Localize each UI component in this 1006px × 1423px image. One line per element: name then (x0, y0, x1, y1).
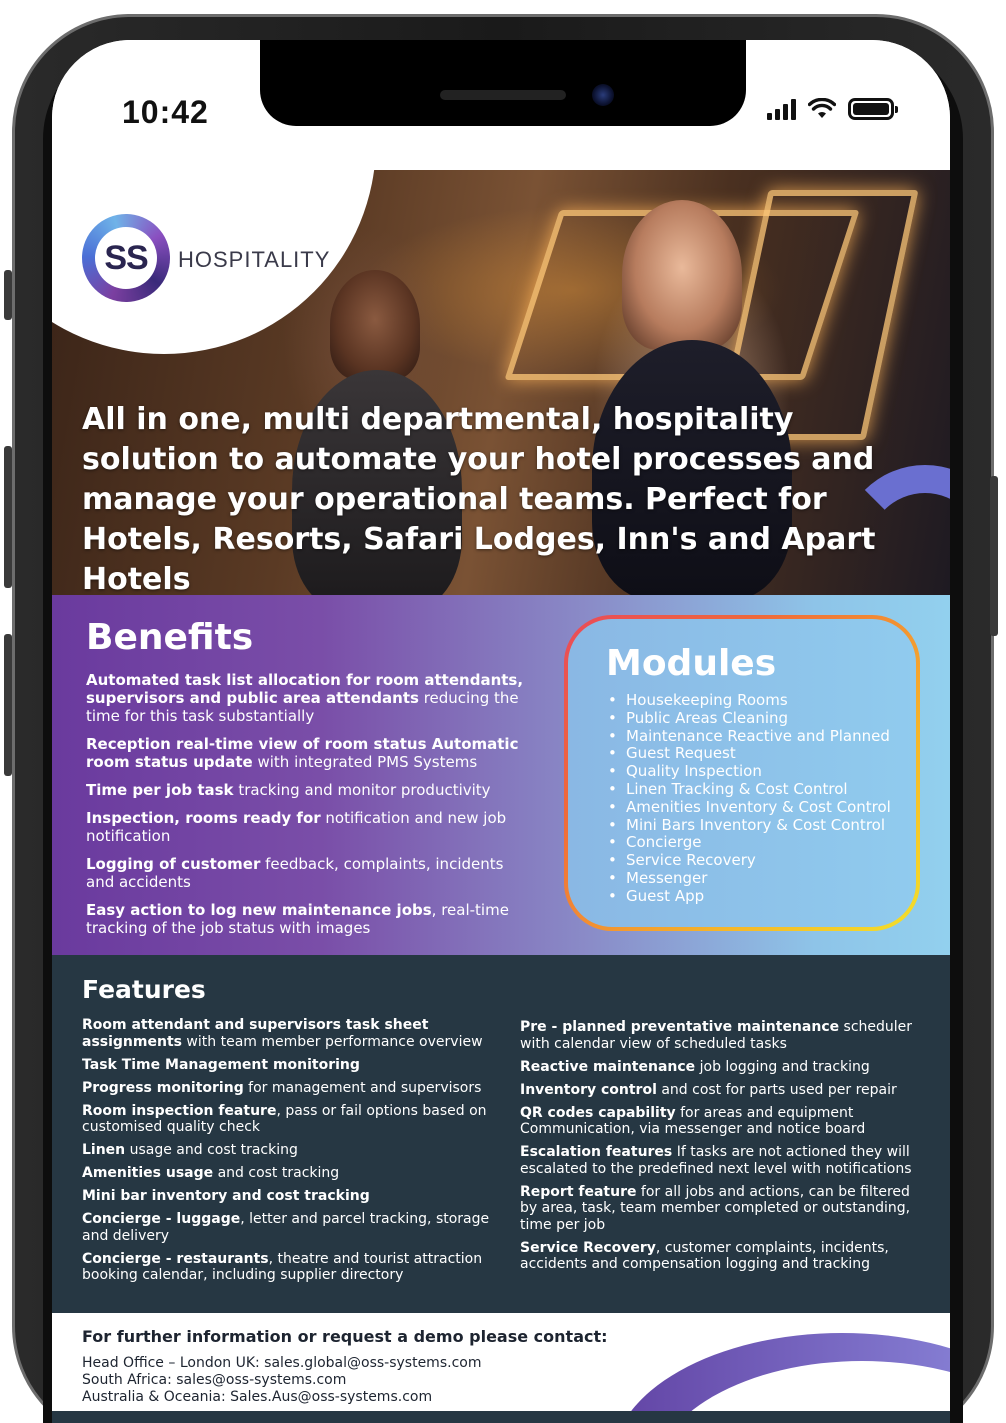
features-list-right (520, 1019, 930, 1279)
battery-icon (848, 98, 894, 120)
list-item: Mini bar inventory and cost tracking (82, 1188, 370, 1204)
list-item: Progress monitoring for management and supervisors (82, 1079, 482, 1096)
list-item: • Housekeeping Rooms (606, 692, 896, 710)
list-item: Concierge - restaurants, theatre and tourist attraction booking calendar, including supplier directory (82, 1250, 483, 1283)
brand-logo-icon (82, 214, 170, 302)
list-item: Service Recovery, customer complaints, incidents, accidents and compensation logging and tracking (520, 1239, 889, 1272)
features-title: Features (82, 975, 206, 1004)
features-section (52, 955, 950, 1313)
list-item: Logging of customer feedback, complaints, incidents and accidents (86, 855, 504, 891)
list-item: • Linen Tracking & Cost Control (606, 781, 896, 799)
list-item: Concierge - luggage, letter and parcel tracking, storage and delivery (82, 1211, 490, 1244)
list-item: • Concierge (606, 834, 896, 852)
list-item: Task Time Management monitoring (82, 1056, 360, 1073)
list-item: • Amenities Inventory & Cost Control (606, 799, 896, 817)
hero-title: All in one, multi departmental, hospitality solution to automate your hotel processes and manage your operational teams. Perfect for Hotels, Resorts, Safari Lodges, Inn's and Apart Hotels (82, 402, 876, 595)
modules-panel (568, 619, 916, 927)
power-button (990, 476, 998, 636)
list-item: Linen usage and cost tracking (82, 1142, 298, 1158)
list-item: Escalation features If tasks are not actioned they will escalated to the predefined next level with notifications (520, 1144, 912, 1177)
benefits-list (86, 671, 526, 947)
list-item: Reception real-time view of room status Automatic room status update with integrated PMS Systems (86, 735, 519, 771)
features-list-left (82, 1017, 492, 1290)
contact-email-link[interactable]: sales.global@oss-systems.com (259, 1355, 482, 1371)
contact-line: South Africa: sales@oss-systems.com (82, 1372, 347, 1388)
mute-switch (4, 270, 12, 320)
contact-title: For further information or request a demo please contact: (82, 1327, 608, 1346)
list-item: Reactive maintenance job logging and tracking (520, 1058, 870, 1075)
list-item: Automated task list allocation for room attendants, supervisors and public area attendants reducing the time for this task substantially (86, 671, 524, 725)
phone-screen (52, 40, 950, 1423)
list-item: Inventory control and cost for parts used per repair (520, 1081, 897, 1098)
hero-banner (52, 170, 950, 595)
benefits-title: Benefits (86, 617, 254, 658)
brand-name: HOSPITALITY (178, 247, 331, 272)
list-item: • Service Recovery (606, 852, 896, 870)
contact-line: Australia & Oceania: Sales.Aus@oss-systems.com (82, 1389, 433, 1405)
brand-logo (82, 214, 330, 302)
benefits-section (52, 595, 950, 955)
hero-person-photo (622, 200, 742, 350)
contact-email-link[interactable]: sales@oss-systems.com (171, 1372, 347, 1388)
wifi-icon (808, 98, 836, 120)
list-item: • Public Areas Cleaning (606, 710, 896, 728)
list-item: QR codes capability for areas and equipment Communication, via messenger and notice board (520, 1104, 866, 1137)
contact-list (82, 1355, 481, 1406)
notch (260, 40, 746, 126)
hero-person-photo (330, 270, 420, 380)
list-item: Amenities usage and cost tracking (82, 1165, 340, 1181)
contact-section (52, 1313, 950, 1423)
volume-up-button (4, 446, 12, 588)
cellular-signal-icon (767, 98, 796, 120)
list-item: Easy action to log new maintenance jobs, real-time tracking of the job status with images (86, 901, 509, 937)
status-time: 10:42 (122, 94, 209, 130)
list-item: • Mini Bars Inventory & Cost Control (606, 817, 896, 835)
list-item: • Messenger (606, 870, 896, 888)
list-item: Inspection, rooms ready for notification and new job notification (86, 809, 507, 845)
list-item: • Maintenance Reactive and Planned (606, 728, 896, 746)
speaker-grille (440, 90, 566, 100)
modules-list (606, 692, 896, 906)
contact-email-link[interactable]: Sales.Aus@oss-systems.com (225, 1389, 433, 1405)
volume-down-button (4, 634, 12, 776)
modules-title: Modules (606, 643, 777, 684)
list-item: Time per job task tracking and monitor productivity (86, 781, 491, 799)
list-item: • Quality Inspection (606, 763, 896, 781)
brand-mark: SS (95, 227, 157, 289)
contact-line: Head Office – London UK: sales.global@oss-systems.com (82, 1355, 482, 1371)
list-item: Room inspection feature, pass or fail options based on customised quality check (82, 1102, 487, 1135)
list-item: Pre - planned preventative maintenance scheduler with calendar view of scheduled tasks (520, 1019, 913, 1052)
list-item: • Guest Request (606, 745, 896, 763)
status-bar (52, 40, 950, 170)
modules-box (564, 615, 920, 931)
list-item: Report feature for all jobs and actions, can be filtered by area, task, team member completed or outstanding, time per job (520, 1183, 911, 1233)
status-icons (767, 98, 894, 120)
footer-bar (52, 1411, 950, 1423)
list-item: • Guest App (606, 888, 896, 906)
front-camera (592, 84, 614, 106)
list-item: Room attendant and supervisors task sheet assignments with team member performance overview (82, 1017, 483, 1050)
